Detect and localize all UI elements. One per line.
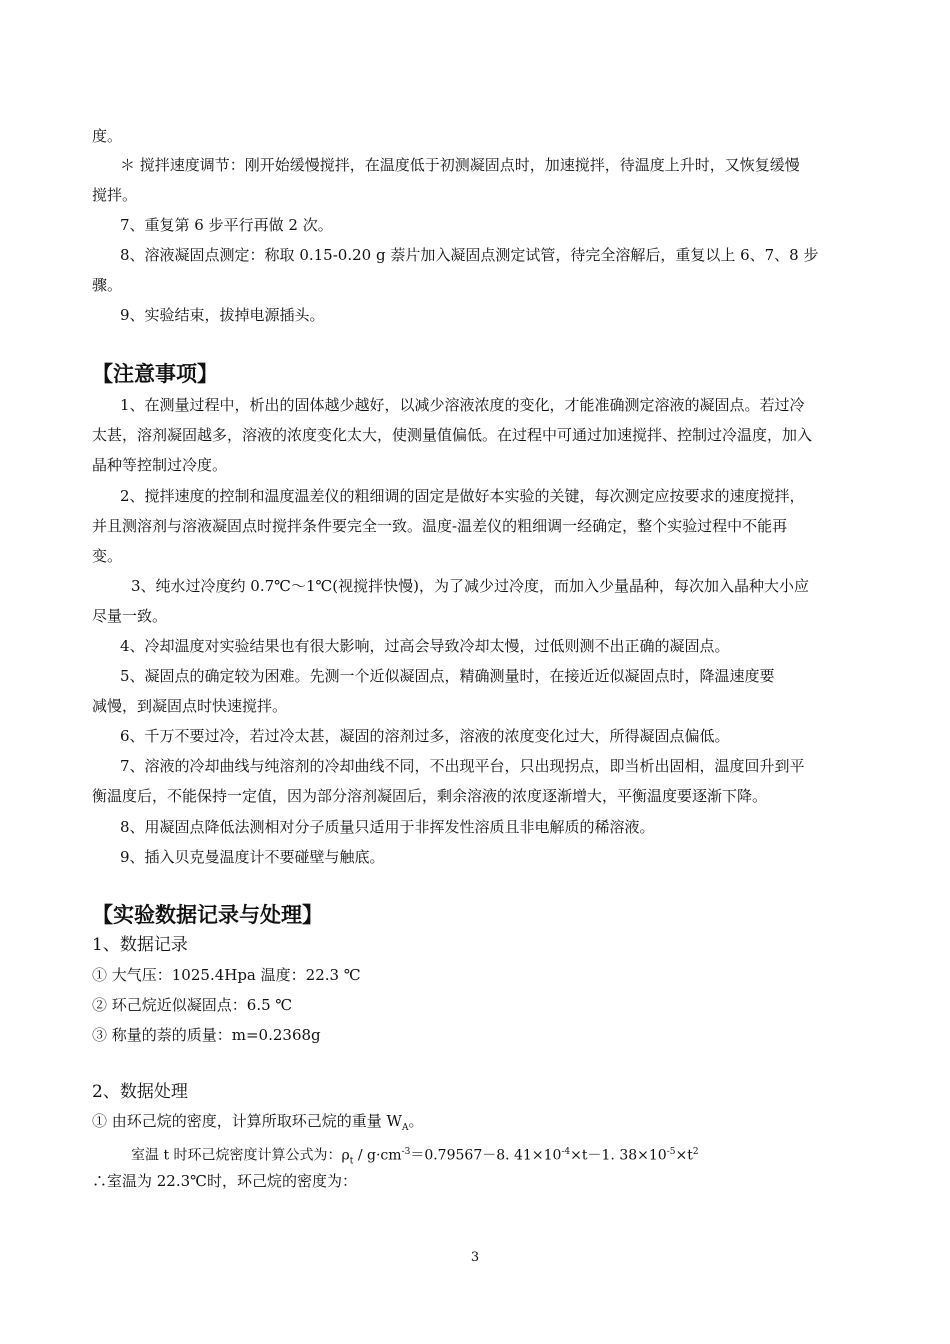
text-line: 9、插入贝克曼温度计不要碰壁与触底。 <box>120 848 385 866</box>
page-number: 3 <box>470 1250 480 1265</box>
data-record: ② 环己烷近似凝固点：6.5 ℃ <box>92 996 293 1014</box>
text-line: 太甚，溶剂凝固越多，溶液的浓度变化太大，使测量值偏低。在过程中可通过加速搅拌、控制过冷温度，加入 <box>92 426 813 444</box>
text-line: 搅拌。 <box>92 186 138 204</box>
text-line: 晶种等控制过冷度。 <box>92 456 228 474</box>
processing-step: ① 由环己烷的密度，计算所取环己烷的重量 $W_A$。 <box>92 1112 424 1133</box>
text-line: 7、重复第 6 步平行再做 2 次。 <box>120 216 333 234</box>
text-line: ＊ 搅拌速度调节：刚开始缓慢搅拌，在温度低于初测凝固点时，加速搅拌，待温度上升时，又恢复缓慢 <box>120 156 800 174</box>
section-heading: 【注意事项】 <box>92 362 218 386</box>
text-line: 4、冷却温度对实验结果也有很大影响，过高会导致冷却太慢，过低则测不出正确的凝固点。 <box>120 637 730 655</box>
processing-step: ∴室温为 22.3℃时，环己烷的密度为： <box>92 1172 357 1190</box>
text-line: 骤。 <box>92 276 123 294</box>
subsection-title: 1、数据记录 <box>92 935 188 955</box>
text-line: 8、用凝固点降低法测相对分子质量只适用于非挥发性溶质且非电解质的稀溶液。 <box>120 818 655 836</box>
data-record: ① 大气压：1025.4Hpa 温度：22.3 ℃ <box>92 966 361 984</box>
text-line: 9、实验结束，拔掉电源插头。 <box>120 306 325 324</box>
text-line: 并且测溶剂与溶液凝固点时搅拌条件要完全一致。温度-温差仪的粗细调一经确定，整个实验过程中不能再 <box>92 517 788 535</box>
subsection-title: 2、数据处理 <box>92 1082 188 1102</box>
data-record: ③ 称量的萘的质量：m=0.2368g <box>92 1026 321 1044</box>
text-line: 7、溶液的冷却曲线与纯溶剂的冷却曲线不同，不出现平台，只出现拐点，即当析出固相，温度回升到平 <box>120 757 805 775</box>
text-line: 衡温度后，不能保持一定值，因为部分溶剂凝固后，剩余溶液的浓度逐渐增大，平衡温度要逐渐下降。 <box>92 787 768 805</box>
text-line: 2、搅拌速度的控制和温度温差仪的粗细调的固定是做好本实验的关键，每次测定应按要求的速度搅拌， <box>120 487 805 505</box>
density-formula: 室温 t 时环己烷密度计算公式为：$\rho_t / g\cdot cm^{-3}=0.79567-8$. $41\times 10^{-4}\times t-1$. $38\times 10^{-5}\times t^2$ <box>131 1147 699 1167</box>
section-heading: 【实验数据记录与处理】 <box>92 903 323 927</box>
text-line: 尽量一致。 <box>92 607 168 625</box>
text-line: 度。 <box>92 127 123 145</box>
text-line: 8、溶液凝固点测定：称取 0.15-0.20 g 萘片加入凝固点测定试管，待完全溶解后，重复以上 6、7、8 步 <box>120 246 819 264</box>
text-line: 6、千万不要过冷，若过冷太甚，凝固的溶剂过多，溶液的浓度变化过大，所得凝固点偏低。 <box>120 727 730 745</box>
text-line: 5、凝固点的确定较为困难。先测一个近似凝固点，精确测量时，在接近近似凝固点时，降温速度要 <box>120 667 775 685</box>
text-line: 3、纯水过冷度约 0.7℃～1℃(视搅拌快慢)，为了减少过冷度，而加入少量晶种，每次加入晶种大小应 <box>131 577 809 595</box>
text-line: 减慢，到凝固点时快速搅拌。 <box>92 697 288 715</box>
text-line: 变。 <box>92 547 123 565</box>
text-line: 1、在测量过程中，析出的固体越少越好，以减少溶液浓度的变化，才能准确测定溶液的凝固点。若过冷 <box>120 396 805 414</box>
